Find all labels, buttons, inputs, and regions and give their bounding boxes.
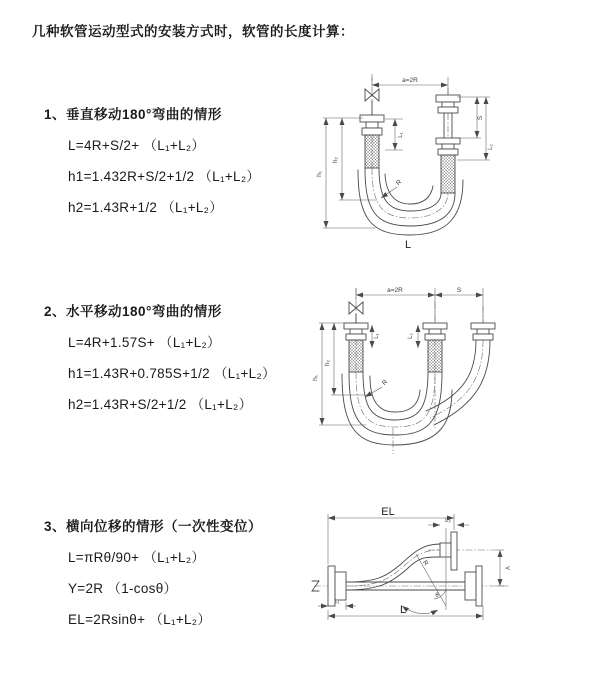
formula-line: h2=1.43R+1/2 （L₁+L₂）: [68, 200, 224, 215]
section-2-heading: 2、水平移动180°弯曲的情形: [44, 304, 222, 319]
radius-callout: [381, 178, 403, 198]
section-1: [44, 103, 260, 216]
dim-label-s: S: [456, 287, 462, 294]
diagram-horizontal-180-bend: [298, 278, 590, 473]
dim-label-a2r: a=2R: [387, 287, 403, 294]
section-3-heading: 3、横向位移的情形（一次性变位）: [44, 519, 263, 534]
dim-label-l2: L₂: [488, 144, 494, 150]
dimension-l1: [385, 119, 404, 150]
left-pipe-fitting: [344, 323, 368, 372]
formula-line: L=4R+1.57S+ （L₁+L₂）: [68, 335, 221, 350]
formula-line: Y=2R （1-cosθ）: [68, 581, 178, 596]
moved-pipe-fitting: [471, 323, 495, 340]
diagram-vertical-180-bend: [305, 62, 580, 262]
dimension-y: [496, 550, 510, 586]
dim-label-r: R: [421, 559, 430, 568]
left-pipe-fitting: [360, 115, 384, 168]
u-bend-hose: [342, 372, 452, 445]
section-2: [44, 300, 276, 413]
dim-label-l-total: L: [399, 604, 407, 616]
dim-label-h1: h₁: [312, 375, 319, 381]
dim-label-h2: h₂: [332, 156, 339, 164]
dimension-l1: [318, 599, 356, 610]
radius-callout: [365, 378, 389, 397]
dim-label-l2: L₂: [445, 518, 451, 524]
displaced-flange: [440, 532, 457, 570]
braided-hose-section: [349, 340, 363, 372]
dimension-l1: [372, 325, 380, 348]
dimension-l: [328, 604, 483, 620]
dimension-a2r: [356, 287, 483, 323]
dim-label-h2: h₂: [324, 359, 331, 367]
dim-label-s: S: [477, 115, 484, 121]
formula-line: h2=1.43R+S/2+1/2 （L₁+L₂）: [68, 397, 253, 412]
dim-label-h1: h₁: [316, 171, 323, 177]
formula-line: L=πRθ/90+ （L₁+L₂）: [68, 550, 206, 565]
dimension-s: [455, 97, 494, 160]
middle-pipe-fitting: [423, 323, 447, 372]
dim-label-l1: L₁: [374, 333, 380, 339]
page-title: 几种软管运动型式的安装方式时，软管的长度计算：: [32, 24, 354, 39]
dim-label-l2: L₂: [408, 333, 414, 339]
dim-label-r: R: [394, 178, 404, 188]
section-1-heading: 1、垂直移动180°弯曲的情形: [44, 107, 222, 122]
formula-line: h1=1.432R+S/2+1/2 （L₁+L₂）: [68, 169, 261, 184]
braided-hose-section: [428, 340, 442, 372]
diagram-lateral-displacement: [300, 498, 600, 663]
dim-label-l1: L₁: [334, 599, 340, 605]
formula-line: h1=1.43R+0.785S+1/2 （L₁+L₂）: [68, 366, 276, 381]
dimension-l2: [408, 325, 418, 348]
right-pipe-fitting-two-positions: [436, 95, 460, 193]
braided-hose-section: [365, 135, 379, 168]
dimension-a2r: [372, 77, 448, 94]
formula-line: L=4R+S/2+ （L₁+L₂）: [68, 138, 206, 153]
braided-hose-section: [441, 155, 455, 193]
formula-line: EL=2Rsinθ+ （L₁+L₂）: [68, 612, 212, 627]
section-3: [44, 515, 262, 628]
angle-construction: [399, 528, 446, 616]
dimension-l2: [428, 518, 469, 525]
centerlines: [356, 288, 483, 454]
dim-label-r: R: [380, 378, 390, 388]
dim-label-y: Y: [503, 565, 510, 571]
dim-label-l-total: L: [404, 239, 412, 251]
dim-label-l1: L₁: [398, 132, 404, 138]
s-curve-hose: [346, 544, 440, 590]
dim-label-a2r: a=2R: [402, 77, 418, 84]
dim-label-theta: θ: [435, 593, 439, 599]
dim-label-el: EL: [381, 506, 395, 518]
dimension-el: [328, 506, 454, 564]
